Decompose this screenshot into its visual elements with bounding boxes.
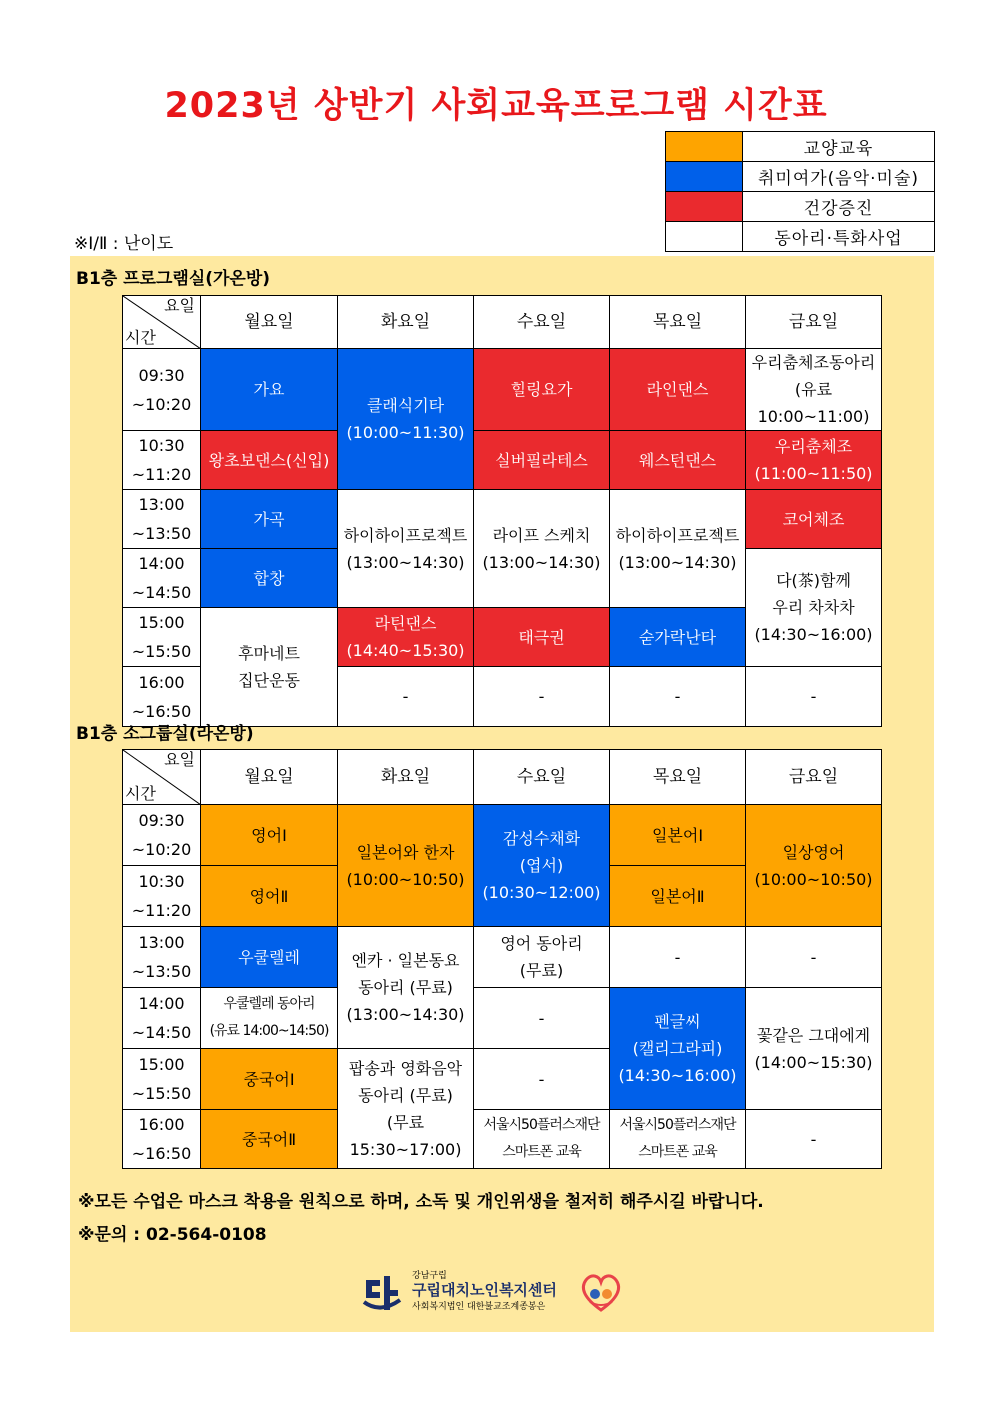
class-cell: 일본어Ⅱ [610, 866, 746, 927]
class-cell: 클래식기타 (10:00~11:30) [338, 349, 474, 490]
corner-day-label: 요일 [164, 296, 195, 315]
day-header: 목요일 [610, 750, 746, 805]
class-cell: 가요 [201, 349, 338, 431]
corner-time-label: 시간 [125, 328, 156, 347]
time-slot: 10:30 ~11:20 [123, 431, 201, 490]
class-cell: - [746, 927, 882, 988]
class-cell: 코어체조 [746, 490, 882, 549]
legend-swatch-club [666, 222, 743, 252]
class-cell: 숟가락난타 [610, 608, 746, 667]
class-cell: - [746, 667, 882, 727]
difficulty-note: ※Ⅰ/Ⅱ : 난이도 [74, 234, 174, 254]
class-cell: - [746, 1110, 882, 1169]
day-header: 금요일 [746, 296, 882, 349]
class-cell: - [610, 927, 746, 988]
corner-cell [123, 296, 201, 349]
class-cell: 우리춤체조동아리 (유료 10:00~11:00) [746, 349, 882, 431]
legend-label-hobby: 취미여가(음악·미술) [743, 162, 935, 192]
class-cell: - [474, 667, 610, 727]
class-cell: 하이하이프로젝트 (13:00~14:30) [610, 490, 746, 608]
class-cell: 라틴댄스 (14:40~15:30) [338, 608, 474, 667]
class-cell: 일본어와 한자 (10:00~10:50) [338, 805, 474, 927]
center-emblem-icon [360, 1270, 404, 1314]
page-title: 2023년 상반기 사회교육프로그램 시간표 [164, 86, 828, 126]
class-cell: 태극권 [474, 608, 610, 667]
corner-cell [123, 750, 201, 805]
class-cell: 일본어Ⅰ [610, 805, 746, 866]
day-header: 월요일 [201, 296, 338, 349]
class-cell: 일상영어 (10:00~10:50) [746, 805, 882, 927]
class-cell: 영어 동아리 (무료) [474, 927, 610, 988]
class-cell: 실버필라테스 [474, 431, 610, 490]
logo-corp-text: 사회복지법인 대한불교조계종봉은 [412, 1302, 546, 1312]
time-slot: 10:30 ~11:20 [123, 866, 201, 927]
mask-notice: ※모든 수업은 마스크 착용을 원칙으로 하며, 소독 및 개인위생을 철저히 해주시길 바랍니다. [78, 1192, 764, 1212]
class-cell: - [474, 988, 610, 1049]
class-cell: 감성수채화 (엽서) (10:30~12:00) [474, 805, 610, 927]
legend-label-club: 동아리·특화사업 [743, 222, 935, 252]
legend-label-health: 건강증진 [743, 192, 935, 222]
class-cell: 하이하이프로젝트 (13:00~14:30) [338, 490, 474, 608]
class-cell: 영어Ⅰ [201, 805, 338, 866]
class-cell: 꽃같은 그대에게 (14:00~15:30) [746, 988, 882, 1110]
legend-swatch-culture [666, 132, 743, 162]
class-cell: 다(茶)함께 우리 차차차 (14:30~16:00) [746, 549, 882, 667]
legend-swatch-hobby [666, 162, 743, 192]
class-cell: 후마네트 집단운동 [201, 608, 338, 727]
class-cell: 중국어Ⅱ [201, 1110, 338, 1169]
time-slot: 09:30 ~10:20 [123, 805, 201, 866]
corner-day-label: 요일 [164, 750, 195, 769]
section2-table [122, 749, 882, 1169]
logo-name: 구립대치노인복지센터 [412, 1281, 557, 1299]
time-slot: 15:00 ~15:50 [123, 1049, 201, 1110]
class-cell: 펜글씨 (캘리그라피) (14:30~16:00) [610, 988, 746, 1110]
section1-title: B1층 프로그램실(가온방) [76, 269, 271, 289]
class-cell: 우쿨렐레 동아리 (유료 14:00~14:50) [201, 988, 338, 1049]
time-slot: 13:00 ~13:50 [123, 927, 201, 988]
class-cell: - [610, 667, 746, 727]
class-cell: 우리춤체조 (11:00~11:50) [746, 431, 882, 490]
legend [665, 131, 935, 252]
class-cell: 서울시50플러스재단 스마트폰 교육 [474, 1110, 610, 1169]
time-slot: 16:00 ~16:50 [123, 1110, 201, 1169]
legend-label-culture: 교양교육 [743, 132, 935, 162]
contact-info: ※문의 : 02-564-0108 [78, 1225, 267, 1245]
day-header: 금요일 [746, 750, 882, 805]
day-header: 목요일 [610, 296, 746, 349]
class-cell: 가곡 [201, 490, 338, 549]
class-cell: 라인댄스 [610, 349, 746, 431]
corner-time-label: 시간 [125, 784, 156, 803]
class-cell: 팝송과 영화음악 동아리 (무료) (무료15:30~17:00) [338, 1049, 474, 1169]
section1-table [122, 295, 882, 727]
day-header: 화요일 [338, 750, 474, 805]
class-cell: 힐링요가 [474, 349, 610, 431]
logo-sub-text: 강남구립 [412, 1271, 447, 1281]
class-cell: 우쿨렐레 [201, 927, 338, 988]
time-slot: 14:00 ~14:50 [123, 549, 201, 608]
class-cell: - [474, 1049, 610, 1110]
time-slot: 09:30 ~10:20 [123, 349, 201, 431]
day-header: 화요일 [338, 296, 474, 349]
section2-title: B1층 소그룹실(라온방) [76, 724, 254, 744]
center-logo [360, 1268, 650, 1318]
class-cell: 라이프 스케치 (13:00~14:30) [474, 490, 610, 608]
day-header: 수요일 [474, 296, 610, 349]
class-cell: 중국어Ⅰ [201, 1049, 338, 1110]
day-header: 월요일 [201, 750, 338, 805]
heart-emblem-icon [578, 1270, 624, 1314]
time-slot: 13:00 ~13:50 [123, 490, 201, 549]
class-cell: 합창 [201, 549, 338, 608]
class-cell: - [338, 667, 474, 727]
class-cell: 서울시50플러스재단 스마트폰 교육 [610, 1110, 746, 1169]
class-cell: 엔카 · 일본동요 동아리 (무료) (13:00~14:30) [338, 927, 474, 1049]
class-cell: 영어Ⅱ [201, 866, 338, 927]
class-cell: 웨스턴댄스 [610, 431, 746, 490]
time-slot: 14:00 ~14:50 [123, 988, 201, 1049]
class-cell: 왕초보댄스(신입) [201, 431, 338, 490]
time-slot: 15:00 ~15:50 [123, 608, 201, 667]
day-header: 수요일 [474, 750, 610, 805]
legend-swatch-health [666, 192, 743, 222]
time-slot: 16:00 ~16:50 [123, 667, 201, 727]
